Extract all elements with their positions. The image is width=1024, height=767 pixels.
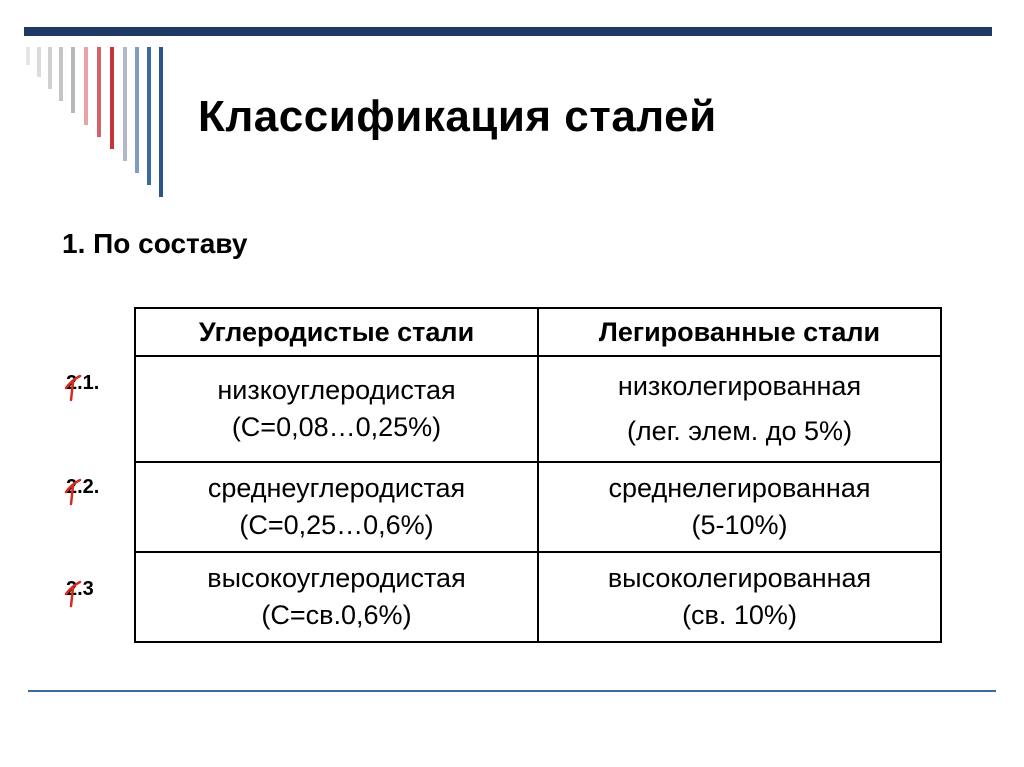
handwritten-mark-icon <box>62 574 90 610</box>
row-label-text: 2.1. <box>66 372 100 394</box>
table-row <box>135 552 941 642</box>
stripe <box>84 47 88 125</box>
row-label <box>66 372 99 395</box>
cell-carbon <box>135 552 538 642</box>
bottom-rule <box>28 690 996 692</box>
header-alloy-steels: Легированные стали <box>538 308 941 356</box>
stripe <box>71 47 75 113</box>
cell-line: (лег. элем. до 5%) <box>626 416 853 446</box>
stripe <box>159 47 163 197</box>
cell-alloy <box>538 552 941 642</box>
slide-subtitle: 1. По составу <box>62 228 248 259</box>
stripe <box>48 47 52 89</box>
cell-line: низкоуглеродистая <box>217 375 456 405</box>
cell-line: (С=св.0,6%) <box>261 600 412 630</box>
cell-line: низколегированная <box>617 371 862 401</box>
cell-alloy <box>538 356 941 462</box>
cell-line: (С=0,08…0,25%) <box>231 412 442 442</box>
stripe <box>59 47 63 101</box>
cell-line: (5-10%) <box>691 510 788 540</box>
handwritten-mark-icon <box>62 472 90 508</box>
cell-line: среднеуглеродистая <box>207 473 466 503</box>
steel-classification-table <box>134 307 942 643</box>
stripe <box>123 47 127 161</box>
cell-carbon <box>135 356 538 462</box>
row-label <box>66 476 99 499</box>
stripe <box>110 47 114 149</box>
table-row <box>135 462 941 552</box>
stripe <box>147 47 151 185</box>
cell-line: (св. 10%) <box>682 600 797 630</box>
table-row <box>135 356 941 462</box>
stripe <box>97 47 101 137</box>
stripe <box>37 47 41 77</box>
row-label-text: 2.2. <box>66 476 100 498</box>
header-carbon-steels: Углеродистые стали <box>135 308 538 356</box>
cell-alloy <box>538 462 941 552</box>
row-label <box>66 578 94 601</box>
cell-line: среднелегированная <box>608 473 871 503</box>
slide-title: Классификация сталей <box>198 92 717 141</box>
row-label-text: 2.3 <box>66 578 94 600</box>
cell-line: высокоуглеродистая <box>207 563 466 593</box>
cell-line: (С=0,25…0,6%) <box>239 510 434 540</box>
handwritten-mark-icon <box>62 368 90 404</box>
stripe <box>26 47 30 65</box>
cell-carbon <box>135 462 538 552</box>
decorative-stripes <box>0 0 180 210</box>
cell-line: высоколегированная <box>607 563 872 593</box>
table-header-row <box>135 308 941 356</box>
stripe <box>135 47 139 173</box>
